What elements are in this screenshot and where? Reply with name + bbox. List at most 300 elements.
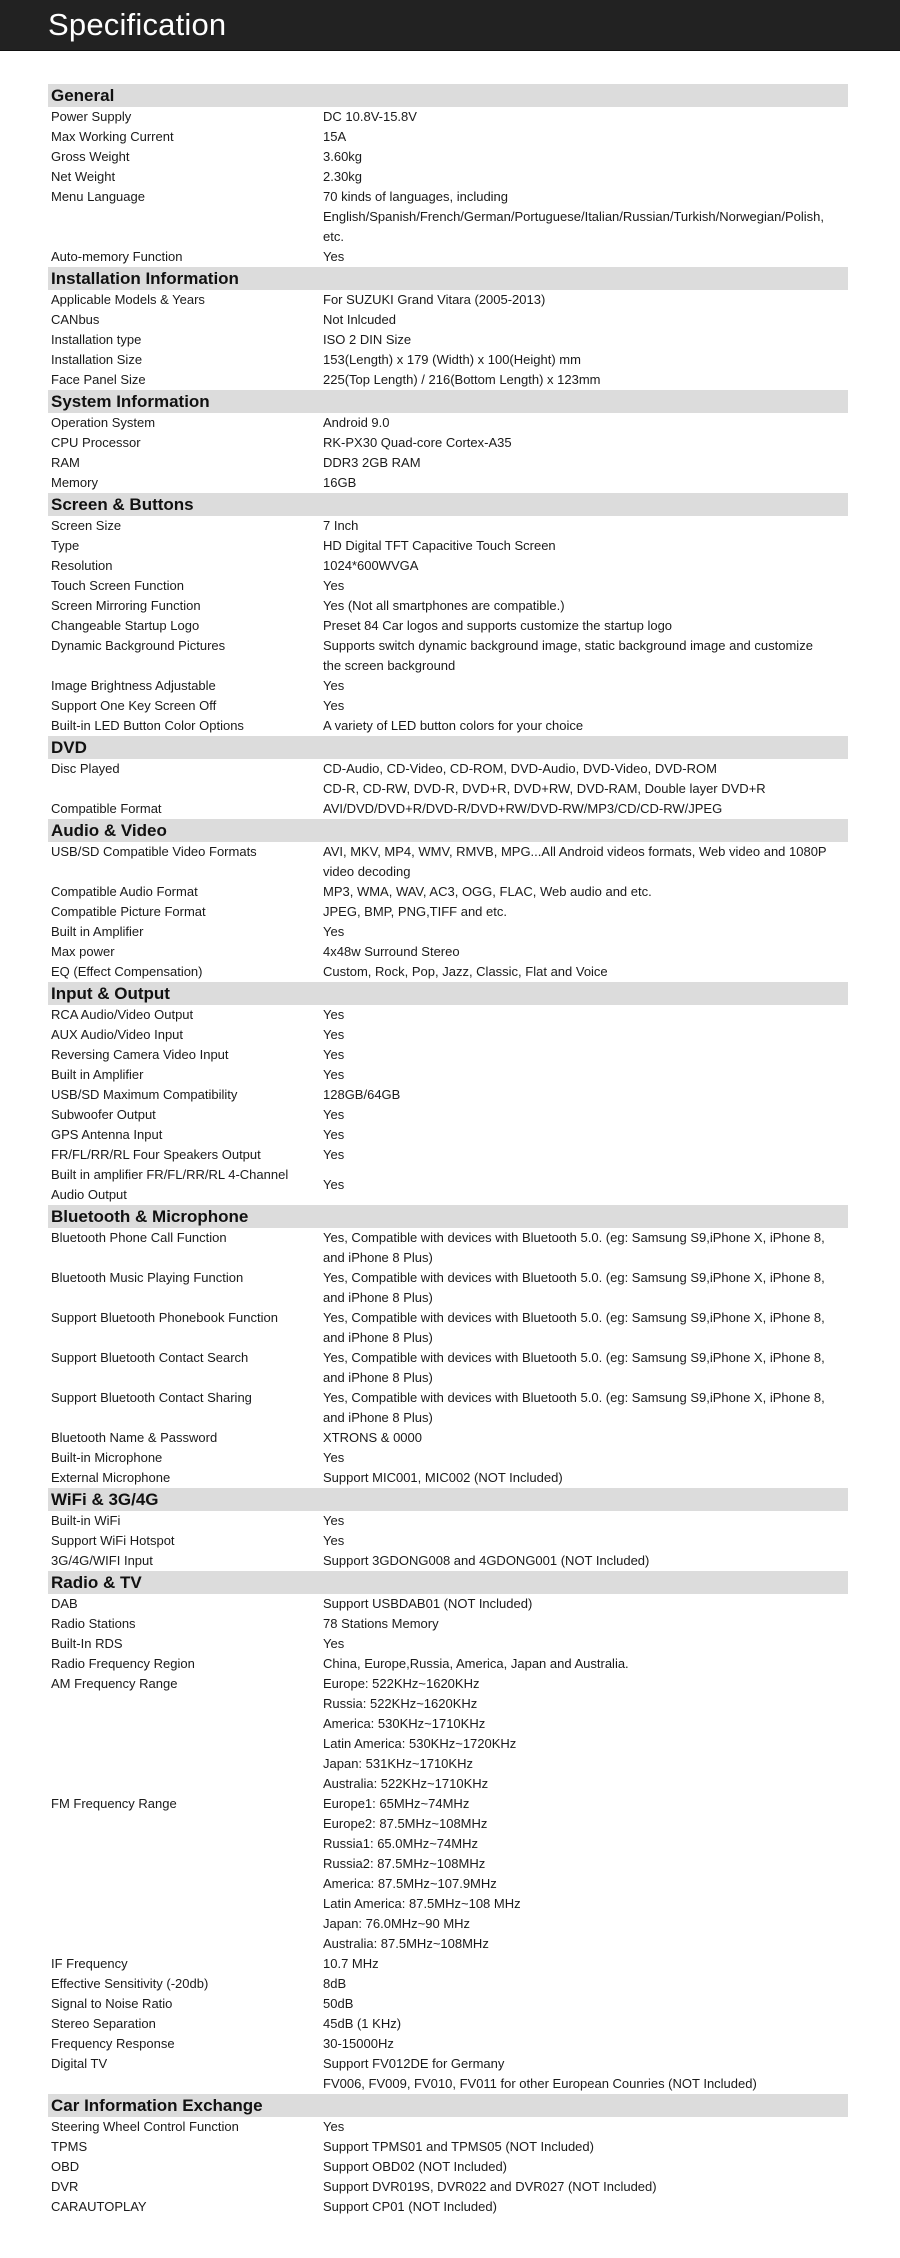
spec-label: Touch Screen Function [51,578,184,593]
spec-row [48,576,848,596]
spec-row [48,167,848,187]
spec-value [323,473,848,493]
spec-value-line: Yes [323,1177,345,1192]
spec-value-line: MP3, WMA, WAV, AC3, OGG, FLAC, Web audio and etc. [323,884,652,899]
spec-label: Compatible Audio Format [51,884,198,899]
spec-value [323,1614,848,1634]
spec-value [323,902,848,922]
spec-row [48,1348,848,1388]
spec-label: Memory [51,475,98,490]
spec-value [323,576,848,596]
spec-section [48,267,848,390]
spec-label: Built-In RDS [51,1636,123,1651]
spec-value-line: 3.60kg [323,149,363,164]
spec-row [48,2034,848,2054]
spec-value [323,2034,848,2054]
spec-value [323,1175,848,1195]
spec-value [323,2137,848,2157]
spec-label: Built in amplifier FR/FL/RR/RL 4-Channel Audio Output [51,1167,289,1202]
spec-value-line: Support OBD02 (NOT Included) [323,2159,508,2174]
page-title: Specification [0,0,900,51]
spec-row [48,1468,848,1488]
spec-label: Built in Amplifier [51,924,144,939]
spec-value [323,1954,848,1974]
section-header: Screen & Buttons [48,493,848,516]
spec-row [48,1974,848,1994]
section-header: General [48,84,848,107]
spec-row [48,942,848,962]
spec-label: Support Bluetooth Contact Sharing [51,1390,252,1405]
spec-label: Screen Mirroring Function [51,598,201,613]
spec-value [323,187,848,247]
spec-label: Digital TV [51,2056,108,2071]
spec-label: Support Bluetooth Phonebook Function [51,1310,278,1325]
spec-label: Subwoofer Output [51,1107,156,1122]
spec-value [323,1125,848,1145]
spec-section [48,84,848,267]
spec-value [323,1005,848,1025]
spec-row [48,799,848,819]
spec-section [48,2094,848,2217]
spec-label: External Microphone [51,1470,171,1485]
spec-value [323,1594,848,1614]
spec-value [323,413,848,433]
spec-value-line: Yes [323,1107,345,1122]
spec-value-line: Japan: 531KHz~1710KHz [323,1756,473,1771]
spec-row [48,247,848,267]
spec-value [323,2014,848,2034]
spec-label: Frequency Response [51,2036,175,2051]
spec-row [48,1634,848,1654]
spec-value-line: and iPhone 8 Plus) [323,1410,433,1425]
spec-row [48,882,848,902]
spec-value [323,2157,848,2177]
spec-label: IF Frequency [51,1956,128,1971]
section-header: DVD [48,736,848,759]
spec-row [48,107,848,127]
spec-value-line: Australia: 87.5MHz~108MHz [323,1936,489,1951]
spec-value-line: Yes [323,678,345,693]
spec-section [48,1205,848,1488]
spec-label: Reversing Camera Video Input [51,1047,229,1062]
spec-row [48,596,848,616]
section-header: Car Information Exchange [48,2094,848,2117]
spec-value-line: Yes [323,1007,345,1022]
spec-value [323,759,848,799]
spec-value-line: Android 9.0 [323,415,390,430]
spec-label: Built-in LED Button Color Options [51,718,244,733]
spec-value [323,1105,848,1125]
spec-label: Bluetooth Phone Call Function [51,1230,227,1245]
spec-value-line: Russia: 522KHz~1620KHz [323,1696,478,1711]
spec-row [48,1674,848,1794]
spec-label: Installation Size [51,352,143,367]
spec-value-line: Yes (Not all smartphones are compatible.) [323,598,565,613]
spec-value-line: Not Inlcuded [323,312,396,327]
spec-row [48,330,848,350]
spec-row [48,1005,848,1025]
spec-label: Gross Weight [51,149,130,164]
spec-label: Built-in Microphone [51,1450,163,1465]
spec-value [323,1634,848,1654]
spec-row [48,636,848,676]
spec-value [323,1448,848,1468]
spec-label: USB/SD Compatible Video Formats [51,844,257,859]
spec-value-line: Yes [323,1127,345,1142]
spec-value [323,1388,848,1428]
spec-value-line: 128GB/64GB [323,1087,401,1102]
spec-row [48,696,848,716]
spec-value-line: Yes [323,924,345,939]
spec-value [323,2197,848,2217]
spec-value-line: AVI, MKV, MP4, WMV, RMVB, MPG...All Android videos formats, Web video and 1080P [323,844,827,859]
spec-value-line: Russia2: 87.5MHz~108MHz [323,1856,486,1871]
spec-row [48,2177,848,2197]
spec-value-line: and iPhone 8 Plus) [323,1250,433,1265]
spec-value [323,1308,848,1348]
spec-label: Installation type [51,332,142,347]
spec-value-line: 16GB [323,475,357,490]
spec-value-line: 153(Length) x 179 (Width) x 100(Height) mm [323,352,581,367]
spec-value-line: English/Spanish/French/German/Portuguese/Italian/Russian/Turkish/Norwegian/Polish, [323,209,824,224]
spec-row [48,716,848,736]
spec-value-line: 70 kinds of languages, including [323,189,509,204]
spec-value [323,842,848,882]
spec-row [48,1085,848,1105]
spec-row [48,1228,848,1268]
spec-value [323,799,848,819]
spec-value [323,1348,848,1388]
spec-value-line: 4x48w Surround Stereo [323,944,460,959]
spec-row [48,1388,848,1428]
spec-label: Power Supply [51,109,132,124]
spec-row [48,2197,848,2217]
spec-row [48,413,848,433]
spec-row [48,290,848,310]
section-header: Audio & Video [48,819,848,842]
spec-row [48,1145,848,1165]
spec-value [323,1468,848,1488]
section-header: Bluetooth & Microphone [48,1205,848,1228]
spec-value-line: America: 87.5MHz~107.9MHz [323,1876,497,1891]
spec-row [48,1165,848,1205]
spec-label: Compatible Format [51,801,162,816]
spec-label: Operation System [51,415,156,430]
spec-value-line: 1024*600WVGA [323,558,419,573]
spec-value [323,1654,848,1674]
spec-value [323,516,848,536]
spec-label: DAB [51,1596,78,1611]
spec-value-line: 7 Inch [323,518,359,533]
spec-value-line: Support FV012DE for Germany [323,2056,505,2071]
spec-value [323,330,848,350]
spec-value-line: DC 10.8V-15.8V [323,109,417,124]
spec-value-line: Europe1: 65MHz~74MHz [323,1796,470,1811]
spec-label: OBD [51,2159,80,2174]
spec-label: Max Working Current [51,129,174,144]
spec-value [323,1145,848,1165]
spec-value-line: America: 530KHz~1710KHz [323,1716,486,1731]
section-header: Installation Information [48,267,848,290]
spec-value-line: Yes [323,1450,345,1465]
spec-row [48,902,848,922]
spec-value [323,616,848,636]
spec-label: CANbus [51,312,100,327]
spec-label: Effective Sensitivity (-20db) [51,1976,209,1991]
spec-value [323,310,848,330]
spec-value-line: Yes [323,1533,345,1548]
spec-row [48,1551,848,1571]
spec-row [48,127,848,147]
spec-value-line: 2.30kg [323,169,363,184]
spec-label: AM Frequency Range [51,1676,178,1691]
spec-value-line: 10.7 MHz [323,1956,379,1971]
spec-value-line: Yes, Compatible with devices with Bluetooth 5.0. (eg: Samsung S9,iPhone X, iPhone 8, [323,1310,825,1325]
spec-value-line: 8dB [323,1976,347,1991]
spec-value-line: etc. [323,229,344,244]
spec-label: Dynamic Background Pictures [51,638,226,653]
spec-row [48,1065,848,1085]
spec-value-line: and iPhone 8 Plus) [323,1290,433,1305]
spec-value-line: Support MIC001, MIC002 (NOT Included) [323,1470,563,1485]
spec-value-line: Latin America: 530KHz~1720KHz [323,1736,517,1751]
spec-label: Disc Played [51,761,120,776]
spec-value [323,696,848,716]
spec-label: CARAUTOPLAY [51,2199,147,2214]
spec-value-line: Japan: 76.0MHz~90 MHz [323,1916,471,1931]
spec-label: Menu Language [51,189,145,204]
spec-value [323,350,848,370]
spec-value [323,716,848,736]
spec-value-line: ISO 2 DIN Size [323,332,412,347]
spec-value [323,370,848,390]
spec-value [323,922,848,942]
spec-label: Bluetooth Name & Password [51,1430,218,1445]
spec-row [48,1531,848,1551]
spec-value-line: A variety of LED button colors for your choice [323,718,584,733]
spec-label: EQ (Effect Compensation) [51,964,203,979]
spec-row [48,1308,848,1348]
spec-value-line: 225(Top Length) / 216(Bottom Length) x 123mm [323,372,601,387]
spec-value-line: Yes [323,578,345,593]
spec-section [48,1488,848,1571]
spec-row [48,1448,848,1468]
spec-row [48,147,848,167]
spec-value [323,1268,848,1308]
spec-row [48,842,848,882]
spec-value-line: CD-Audio, CD-Video, CD-ROM, DVD-Audio, DVD-Video, DVD-ROM [323,761,717,776]
spec-value-line: Russia1: 65.0MHz~74MHz [323,1836,478,1851]
spec-label: Built in Amplifier [51,1067,144,1082]
spec-value [323,1551,848,1571]
spec-row [48,433,848,453]
spec-row [48,1994,848,2014]
spec-value [323,1511,848,1531]
spec-value-line: the screen background [323,658,456,673]
spec-row [48,962,848,982]
spec-row [48,2117,848,2137]
spec-value-line: 15A [323,129,347,144]
spec-value-line: Yes, Compatible with devices with Bluetooth 5.0. (eg: Samsung S9,iPhone X, iPhone 8, [323,1350,825,1365]
spec-value-line: Supports switch dynamic background image, static background image and customize [323,638,813,653]
spec-value-line: 50dB [323,1996,354,2011]
spec-row [48,187,848,247]
spec-value [323,2054,848,2094]
spec-value-line: Latin America: 87.5MHz~108 MHz [323,1896,521,1911]
spec-label: Stereo Separation [51,2016,156,2031]
section-header: System Information [48,390,848,413]
spec-value-line: Yes, Compatible with devices with Bluetooth 5.0. (eg: Samsung S9,iPhone X, iPhone 8, [323,1390,825,1405]
spec-value-line: XTRONS & 0000 [323,1430,422,1445]
spec-label: USB/SD Maximum Compatibility [51,1087,238,1102]
spec-value [323,1674,848,1794]
spec-value-line: Support CP01 (NOT Included) [323,2199,497,2214]
spec-row [48,1045,848,1065]
spec-value [323,147,848,167]
spec-row [48,2054,848,2094]
spec-value [323,1428,848,1448]
spec-value [323,942,848,962]
spec-value-line: Yes [323,698,345,713]
spec-label: Bluetooth Music Playing Function [51,1270,244,1285]
spec-value-line: FV006, FV009, FV010, FV011 for other European Counries (NOT Included) [323,2076,757,2091]
spec-value [323,1085,848,1105]
spec-row [48,2157,848,2177]
spec-value-line: RK-PX30 Quad-core Cortex-A35 [323,435,512,450]
spec-value [323,167,848,187]
spec-value-line: Yes [323,2119,345,2134]
spec-row [48,370,848,390]
spec-value-line: Yes, Compatible with devices with Bluetooth 5.0. (eg: Samsung S9,iPhone X, iPhone 8, [323,1230,825,1245]
spec-row [48,536,848,556]
spec-value [323,2177,848,2197]
spec-row [48,1511,848,1531]
spec-section [48,493,848,736]
spec-label: Type [51,538,80,553]
spec-value-line: 78 Stations Memory [323,1616,439,1631]
spec-row [48,2014,848,2034]
spec-value [323,536,848,556]
spec-value [323,1794,848,1954]
spec-row [48,516,848,536]
spec-value [323,453,848,473]
spec-label: Compatible Picture Format [51,904,206,919]
spec-label: Support WiFi Hotspot [51,1533,175,1548]
spec-value [323,1974,848,1994]
spec-label: FR/FL/RR/RL Four Speakers Output [51,1147,261,1162]
spec-value-line: and iPhone 8 Plus) [323,1330,433,1345]
spec-value-line: Support USBDAB01 (NOT Included) [323,1596,533,1611]
spec-row [48,922,848,942]
spec-value [323,1531,848,1551]
spec-label: Resolution [51,558,113,573]
spec-value [323,107,848,127]
spec-label: Applicable Models & Years [51,292,205,307]
spec-label: CPU Processor [51,435,141,450]
spec-label: Support Bluetooth Contact Search [51,1350,249,1365]
spec-label: Net Weight [51,169,116,184]
spec-label: Max power [51,944,115,959]
spec-value-line: JPEG, BMP, PNG,TIFF and etc. [323,904,507,919]
section-header: Input & Output [48,982,848,1005]
spec-label: TPMS [51,2139,88,2154]
spec-label: Steering Wheel Control Function [51,2119,239,2134]
spec-value-line: Yes [323,249,345,264]
spec-row [48,1268,848,1308]
spec-value-line: Europe: 522KHz~1620KHz [323,1676,480,1691]
spec-value [323,636,848,676]
spec-label: RAM [51,455,80,470]
spec-value-line: Yes [323,1636,345,1651]
spec-label: Signal to Noise Ratio [51,1996,173,2011]
spec-row [48,2137,848,2157]
spec-value [323,127,848,147]
spec-label: GPS Antenna Input [51,1127,163,1142]
spec-value-line: Support TPMS01 and TPMS05 (NOT Included) [323,2139,594,2154]
spec-row [48,1025,848,1045]
spec-row [48,1594,848,1614]
spec-section [48,736,848,819]
spec-label: Screen Size [51,518,122,533]
spec-value-line: Europe2: 87.5MHz~108MHz [323,1816,488,1831]
spec-value-line: Support DVR019S, DVR022 and DVR027 (NOT Included) [323,2179,657,2194]
spec-value [323,556,848,576]
spec-value-line: Yes [323,1047,345,1062]
spec-value [323,290,848,310]
spec-value [323,1025,848,1045]
spec-row [48,310,848,330]
spec-value-line: HD Digital TFT Capacitive Touch Screen [323,538,556,553]
spec-row [48,1654,848,1674]
spec-section [48,819,848,982]
spec-value [323,1045,848,1065]
spec-label: FM Frequency Range [51,1796,177,1811]
spec-value-line: Preset 84 Car logos and supports customize the startup logo [323,618,673,633]
spec-value [323,1228,848,1268]
spec-value-line: 30-15000Hz [323,2036,394,2051]
spec-row [48,759,848,799]
spec-value-line: and iPhone 8 Plus) [323,1370,433,1385]
spec-label: Built-in WiFi [51,1513,121,1528]
section-header: Radio & TV [48,1571,848,1594]
spec-value-line: Support 3GDONG008 and 4GDONG001 (NOT Included) [323,1553,650,1568]
spec-section [48,1571,848,2094]
spec-section [48,390,848,493]
spec-label: Changeable Startup Logo [51,618,200,633]
spec-value [323,962,848,982]
spec-value-line: China, Europe,Russia, America, Japan and Australia. [323,1656,629,1671]
spec-table [48,84,848,2217]
spec-value-line: For SUZUKI Grand Vitara (2005-2013) [323,292,546,307]
spec-value [323,247,848,267]
spec-label: DVR [51,2179,79,2194]
spec-value-line: CD-R, CD-RW, DVD-R, DVD+R, DVD+RW, DVD-RAM, Double layer DVD+R [323,781,766,796]
spec-value [323,596,848,616]
spec-label: Radio Frequency Region [51,1656,195,1671]
spec-value-line: Yes, Compatible with devices with Bluetooth 5.0. (eg: Samsung S9,iPhone X, iPhone 8, [323,1270,825,1285]
spec-label: Image Brightness Adjustable [51,678,216,693]
spec-row [48,453,848,473]
spec-value-line: Yes [323,1513,345,1528]
spec-label: Support One Key Screen Off [51,698,217,713]
spec-value [323,1065,848,1085]
spec-row [48,1428,848,1448]
spec-row [48,1614,848,1634]
spec-row [48,556,848,576]
spec-label: RCA Audio/Video Output [51,1007,194,1022]
spec-row [48,1954,848,1974]
spec-row [48,473,848,493]
